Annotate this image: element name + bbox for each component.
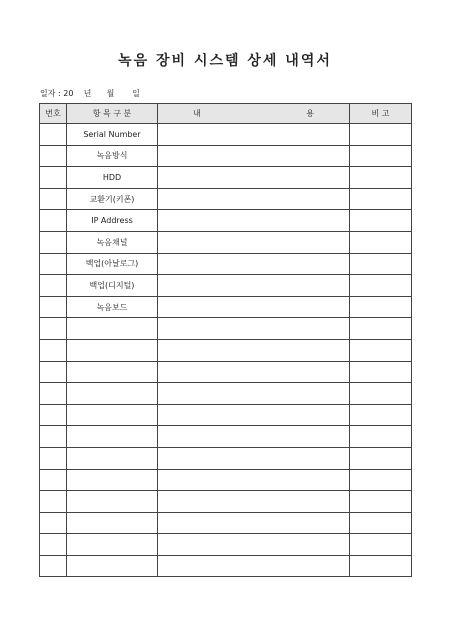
- table-row: [40, 534, 412, 556]
- row-item-cell: Serial Number: [67, 124, 158, 146]
- row-item-cell: HDD: [67, 167, 158, 189]
- row-remarks-cell[interactable]: [350, 210, 412, 232]
- row-content-cell[interactable]: [158, 210, 350, 232]
- row-item-cell: 백업(디지털): [67, 275, 158, 297]
- row-item-cell: 녹음방식: [67, 145, 158, 167]
- table-row: [40, 231, 412, 253]
- row-item-cell: IP Address: [67, 210, 158, 232]
- row-number-cell: [40, 253, 67, 275]
- table-row: [40, 383, 412, 405]
- row-remarks-cell[interactable]: [350, 512, 412, 534]
- row-number-cell: [40, 383, 67, 405]
- header-number: 번호: [40, 104, 67, 124]
- row-item-cell: [67, 469, 158, 491]
- row-number-cell: [40, 447, 67, 469]
- table-row: [40, 167, 412, 189]
- row-number-cell: [40, 167, 67, 189]
- row-number-cell: [40, 231, 67, 253]
- row-content-cell[interactable]: [158, 188, 350, 210]
- row-content-cell[interactable]: [158, 145, 350, 167]
- table-row: [40, 296, 412, 318]
- row-number-cell: [40, 145, 67, 167]
- header-item: 항 목 구 분: [67, 104, 158, 124]
- table-row: [40, 145, 412, 167]
- row-item-cell: [67, 555, 158, 577]
- header-row: [40, 104, 412, 124]
- row-number-cell: [40, 124, 67, 146]
- table-row: [40, 188, 412, 210]
- table-row: [40, 469, 412, 491]
- row-number-cell: [40, 555, 67, 577]
- row-content-cell[interactable]: [158, 361, 350, 383]
- row-number-cell: [40, 339, 67, 361]
- header-content: [158, 104, 350, 124]
- row-number-cell: [40, 512, 67, 534]
- table-row: [40, 275, 412, 297]
- row-number-cell: [40, 296, 67, 318]
- row-content-cell[interactable]: [158, 253, 350, 275]
- row-remarks-cell[interactable]: [350, 296, 412, 318]
- row-remarks-cell[interactable]: [350, 361, 412, 383]
- table-row: [40, 404, 412, 426]
- row-item-cell: [67, 383, 158, 405]
- row-content-cell[interactable]: [158, 124, 350, 146]
- row-number-cell: [40, 534, 67, 556]
- row-content-cell[interactable]: [158, 339, 350, 361]
- row-content-cell[interactable]: [158, 231, 350, 253]
- detail-table: [39, 103, 412, 577]
- row-number-cell: [40, 210, 67, 232]
- row-remarks-cell[interactable]: [350, 491, 412, 513]
- row-item-cell: [67, 447, 158, 469]
- row-number-cell: [40, 469, 67, 491]
- row-remarks-cell[interactable]: [350, 145, 412, 167]
- table-row: [40, 426, 412, 448]
- row-item-cell: [67, 339, 158, 361]
- row-content-cell[interactable]: [158, 447, 350, 469]
- row-number-cell: [40, 318, 67, 340]
- table-row: [40, 491, 412, 513]
- header-remarks: 비 고: [350, 104, 412, 124]
- row-item-cell: [67, 361, 158, 383]
- date-line: 일자 : 20 년 월 일: [40, 89, 140, 98]
- table-row: [40, 124, 412, 146]
- row-remarks-cell[interactable]: [350, 167, 412, 189]
- row-number-cell: [40, 426, 67, 448]
- row-item-cell: [67, 318, 158, 340]
- table-row: [40, 253, 412, 275]
- row-remarks-cell[interactable]: [350, 534, 412, 556]
- table-row: [40, 447, 412, 469]
- row-item-cell: 백업(아날로그): [67, 253, 158, 275]
- table-row: [40, 318, 412, 340]
- row-content-cell[interactable]: [158, 404, 350, 426]
- row-content-cell[interactable]: [158, 512, 350, 534]
- row-item-cell: [67, 426, 158, 448]
- table-row: [40, 339, 412, 361]
- row-remarks-cell[interactable]: [350, 231, 412, 253]
- row-remarks-cell[interactable]: [350, 188, 412, 210]
- row-number-cell: [40, 188, 67, 210]
- row-content-cell[interactable]: [158, 383, 350, 405]
- row-remarks-cell[interactable]: [350, 253, 412, 275]
- row-number-cell: [40, 404, 67, 426]
- row-remarks-cell[interactable]: [350, 469, 412, 491]
- table-row: [40, 555, 412, 577]
- row-remarks-cell[interactable]: [350, 383, 412, 405]
- row-number-cell: [40, 491, 67, 513]
- row-remarks-cell[interactable]: [350, 447, 412, 469]
- header-content-left: 내: [193, 109, 201, 118]
- row-remarks-cell[interactable]: [350, 124, 412, 146]
- table-row: [40, 210, 412, 232]
- row-item-cell: [67, 512, 158, 534]
- row-content-cell[interactable]: [158, 534, 350, 556]
- row-content-cell[interactable]: [158, 491, 350, 513]
- table-body: [40, 124, 412, 577]
- row-remarks-cell[interactable]: [350, 404, 412, 426]
- row-number-cell: [40, 275, 67, 297]
- row-number-cell: [40, 361, 67, 383]
- row-content-cell[interactable]: [158, 555, 350, 577]
- row-content-cell[interactable]: [158, 296, 350, 318]
- row-content-cell[interactable]: [158, 318, 350, 340]
- row-remarks-cell[interactable]: [350, 426, 412, 448]
- row-remarks-cell[interactable]: [350, 339, 412, 361]
- row-item-cell: 녹음채널: [67, 231, 158, 253]
- row-item-cell: [67, 491, 158, 513]
- header-content-right: 용: [306, 109, 314, 118]
- row-item-cell: 교환기(키폰): [67, 188, 158, 210]
- row-item-cell: [67, 534, 158, 556]
- table-row: [40, 512, 412, 534]
- row-item-cell: [67, 404, 158, 426]
- row-content-cell[interactable]: [158, 469, 350, 491]
- document-title: 녹음 장비 시스템 상세 내역서: [118, 53, 332, 69]
- row-content-cell[interactable]: [158, 275, 350, 297]
- table-row: [40, 361, 412, 383]
- row-content-cell[interactable]: [158, 167, 350, 189]
- row-item-cell: 녹음보드: [67, 296, 158, 318]
- row-remarks-cell[interactable]: [350, 555, 412, 577]
- row-remarks-cell[interactable]: [350, 318, 412, 340]
- row-content-cell[interactable]: [158, 426, 350, 448]
- row-remarks-cell[interactable]: [350, 275, 412, 297]
